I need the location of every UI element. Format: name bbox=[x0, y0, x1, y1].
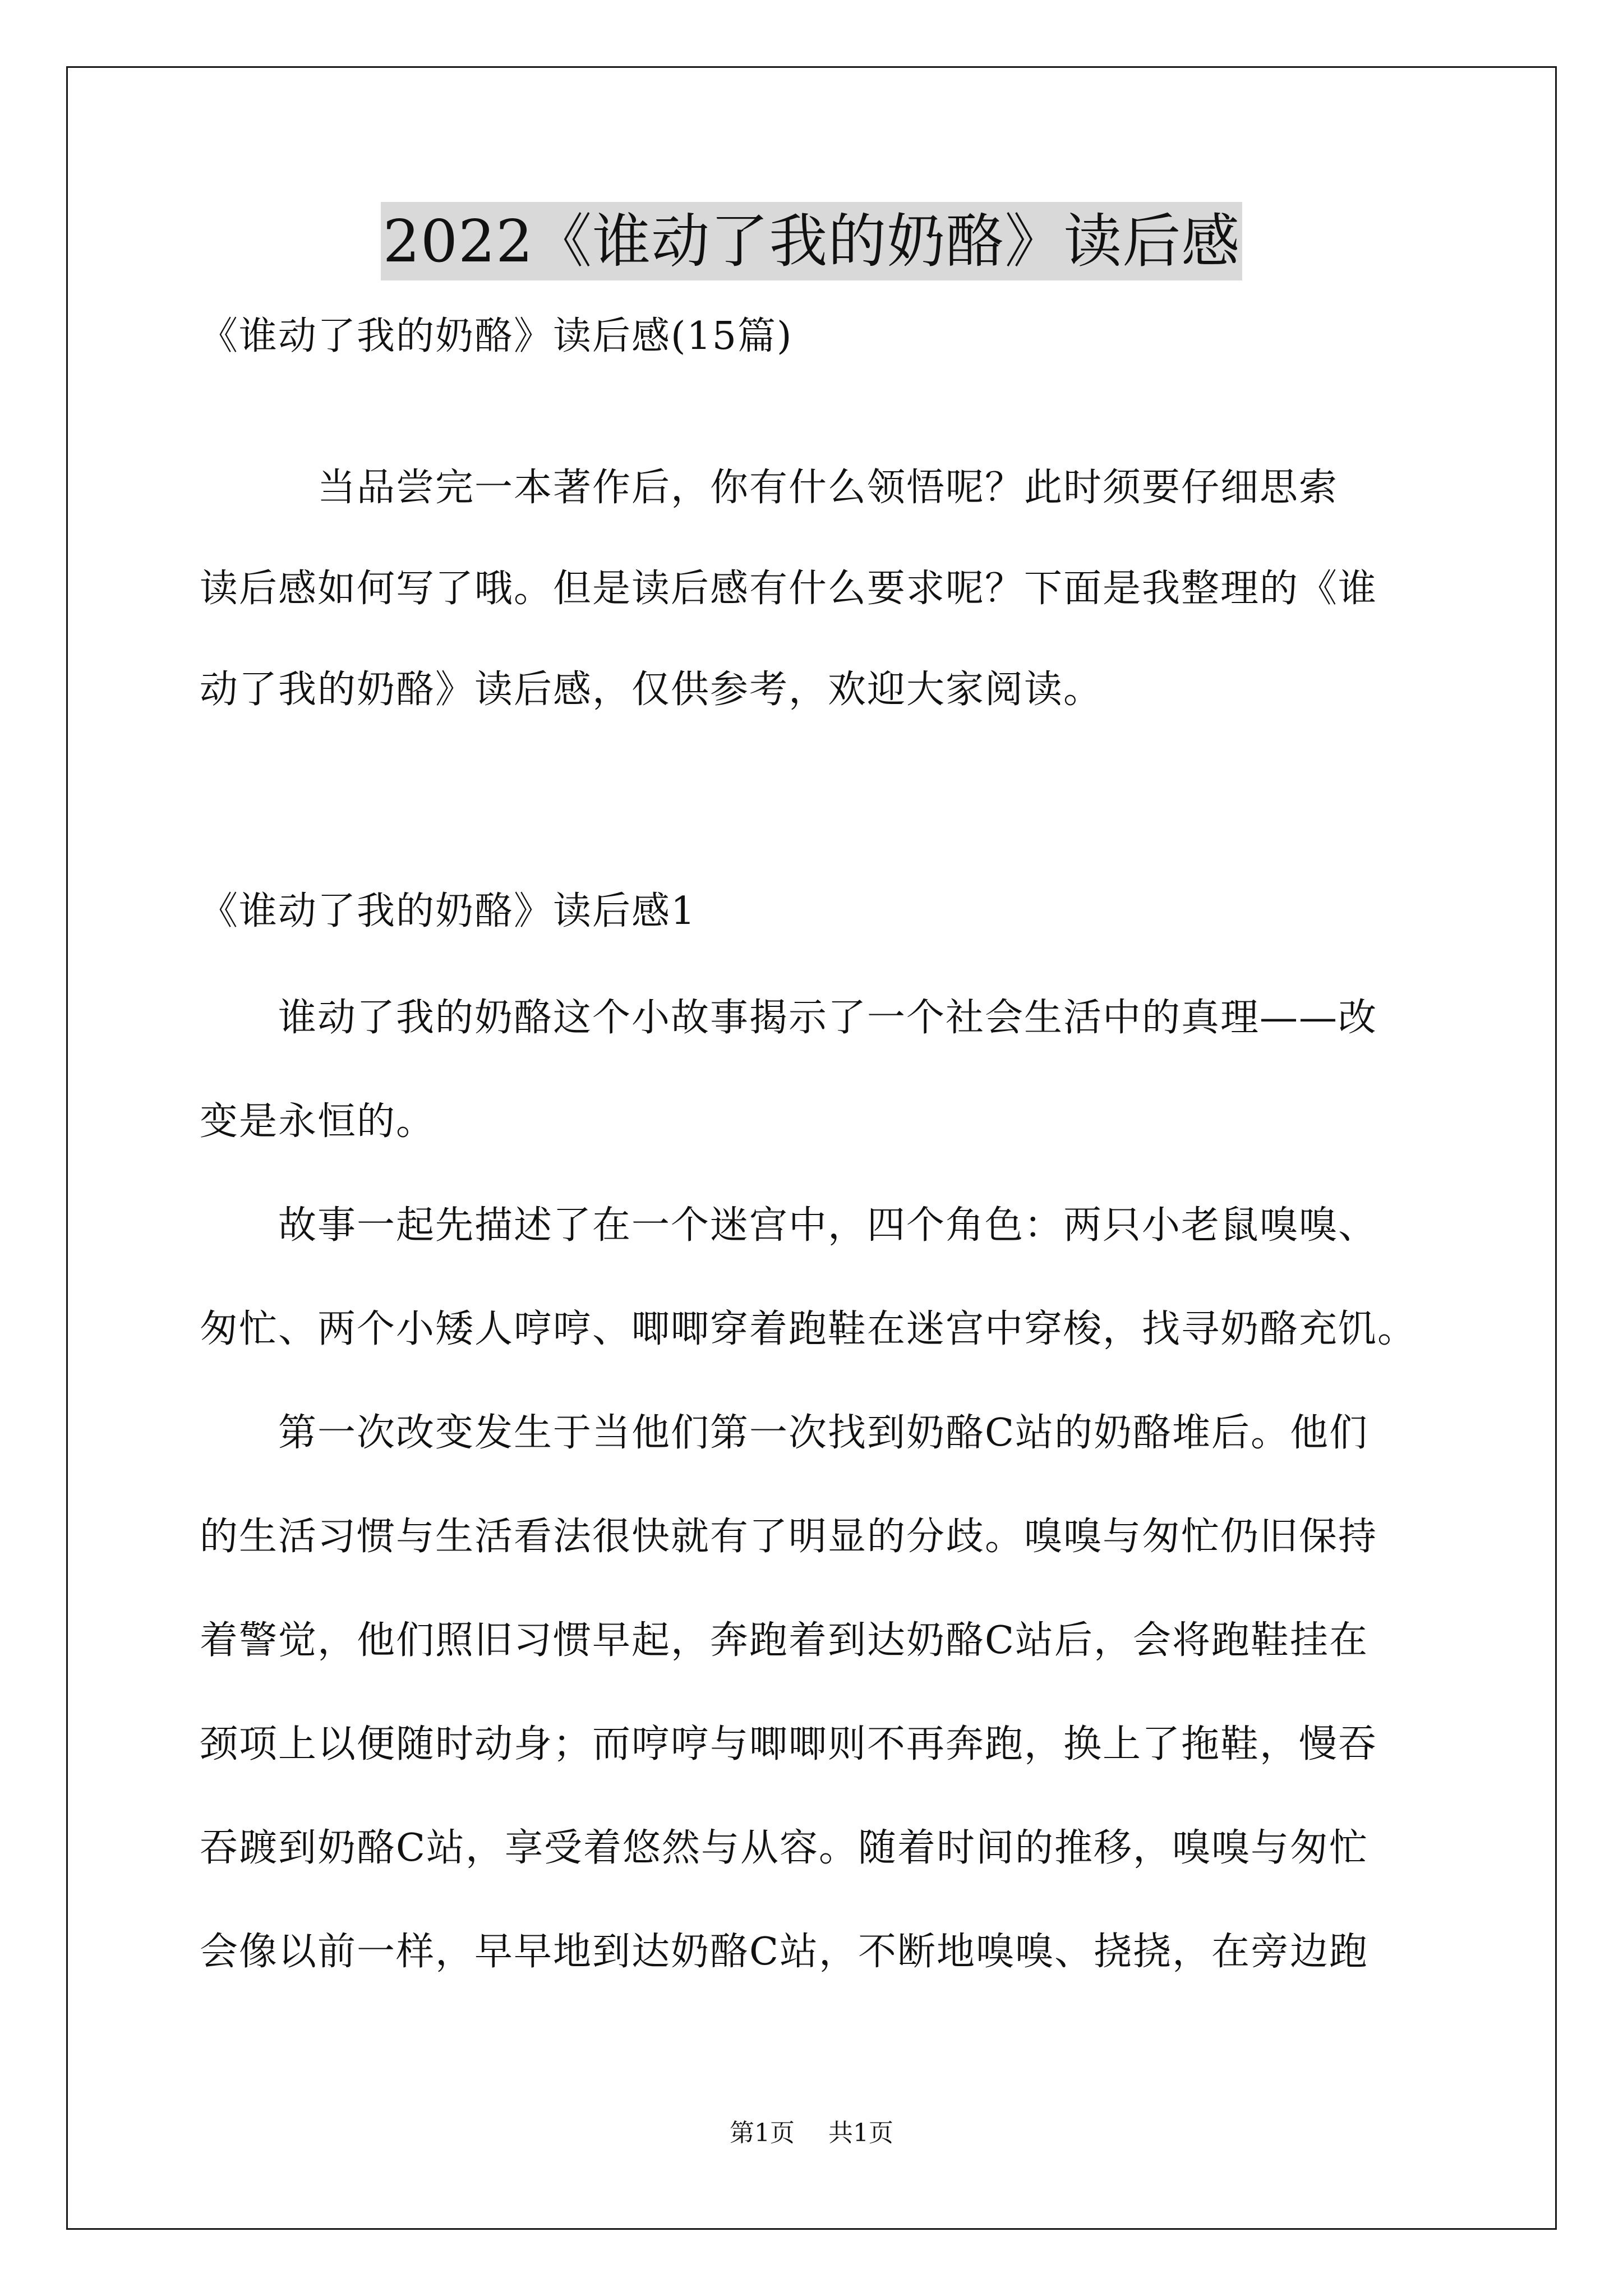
paragraph-line: 颈项上以便随时动身；而哼哼与唧唧则不再奔跑，换上了拖鞋，慢吞 bbox=[200, 1722, 1378, 1766]
page-footer bbox=[0, 2116, 1623, 2150]
title-container bbox=[0, 202, 1623, 280]
document-subtitle: 《谁动了我的奶酪》读后感(15篇) bbox=[200, 314, 793, 358]
page-number: 第1页 bbox=[730, 2119, 795, 2147]
paragraph-line: 的生活习惯与生活看法很快就有了明显的分歧。嗅嗅与匆忙仍旧保持 bbox=[200, 1515, 1378, 1559]
section-heading: 《谁动了我的奶酪》读后感1 bbox=[200, 889, 697, 933]
paragraph-line: 变是永恒的。 bbox=[200, 1099, 436, 1144]
page-total: 共1页 bbox=[828, 2119, 893, 2147]
paragraph-line: 谁动了我的奶酪这个小故事揭示了一个社会生活中的真理——改 bbox=[200, 996, 1378, 1040]
document-title: 2022《谁动了我的奶酪》读后感 bbox=[381, 202, 1243, 280]
paragraph-line: 着警觉，他们照旧习惯早起，奔跑着到达奶酪C站后，会将跑鞋挂在 bbox=[200, 1618, 1369, 1663]
page-border bbox=[66, 66, 1557, 2230]
paragraph-line: 读后感如何写了哦。但是读后感有什么要求呢？下面是我整理的《谁 bbox=[200, 567, 1378, 611]
paragraph-line: 匆忙、两个小矮人哼哼、唧唧穿着跑鞋在迷宫中穿梭，找寻奶酪充饥。 bbox=[200, 1307, 1417, 1351]
paragraph-line: 会像以前一样，早早地到达奶酪C站，不断地嗅嗅、挠挠，在旁边跑 bbox=[200, 1930, 1369, 1974]
paragraph-line: 动了我的奶酪》读后感，仅供参考，欢迎大家阅读。 bbox=[200, 668, 1103, 712]
paragraph-line: 故事一起先描述了在一个迷宫中，四个角色：两只小老鼠嗅嗅、 bbox=[200, 1203, 1378, 1248]
paragraph-line: 第一次改变发生于当他们第一次找到奶酪C站的奶酪堆后。他们 bbox=[200, 1411, 1369, 1455]
paragraph-line: 吞踱到奶酪C站，享受着悠然与从容。随着时间的推移，嗅嗅与匆忙 bbox=[200, 1826, 1369, 1870]
paragraph-line: 当品尝完一本著作后，你有什么领悟呢？此时须要仔细思索 bbox=[200, 466, 1339, 510]
